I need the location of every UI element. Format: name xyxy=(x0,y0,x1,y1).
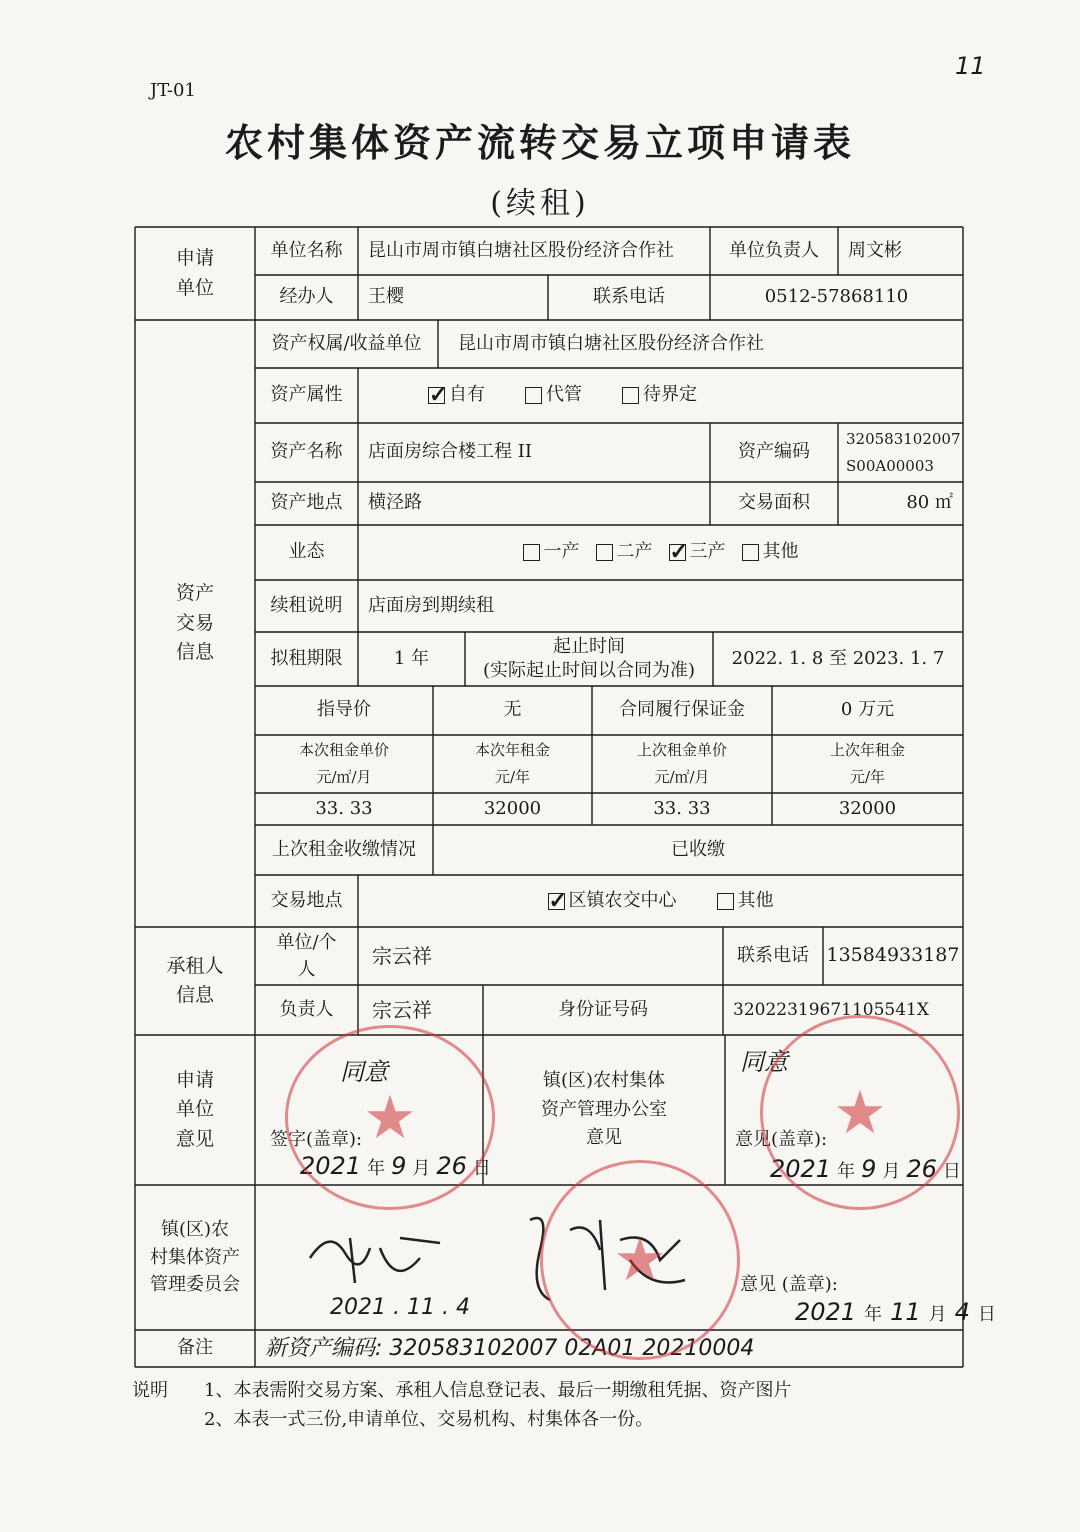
industry-label: 业态 xyxy=(288,541,325,563)
star-icon: ★ xyxy=(613,1225,667,1295)
collection-value: 已收缴 xyxy=(671,838,725,860)
venue-label: 交易地点 xyxy=(270,889,343,911)
location-value: 横泾路 xyxy=(368,492,422,514)
property-label: 资产属性 xyxy=(270,384,343,406)
owner-label: 资产权属/收益单位 xyxy=(271,332,422,354)
period-value: 2022. 1. 8 至 2023. 1. 7 xyxy=(731,647,945,669)
property-option-custody[interactable]: 代管 xyxy=(525,382,582,408)
checkbox-icon xyxy=(622,387,639,404)
tenant-section-label: 承租人 信息 xyxy=(166,954,224,1006)
committee-red-stamp xyxy=(540,1160,740,1360)
notes-label: 说明 xyxy=(132,1380,168,1401)
committee-opinion-label: 意见 (盖章): xyxy=(740,1273,838,1295)
property-option-pending[interactable]: 待界定 xyxy=(622,382,697,408)
committee-signature-date: 2021 . 11 . 4 xyxy=(330,1295,470,1320)
tenant-party-label: 单位/个 人 xyxy=(276,932,337,980)
asset-name-label: 资产名称 xyxy=(270,441,343,463)
collection-label: 上次租金收缴情况 xyxy=(272,838,416,860)
checkbox-checked-icon xyxy=(669,544,686,561)
applicant-opinion-handwriting: 同意 xyxy=(340,1058,388,1086)
venue-options xyxy=(358,875,963,927)
industry-option-tertiary[interactable]: ✓ 三产 xyxy=(669,539,726,565)
committee-label: 镇(区)农 村集体资产 管理委员会 xyxy=(150,1218,240,1296)
page-mark: 11 xyxy=(955,52,986,80)
committee-date: 2021 年 11 月 4 日 xyxy=(795,1298,996,1326)
checkbox-icon xyxy=(742,544,759,561)
office-opinion-handwriting: 同意 xyxy=(740,1048,788,1076)
asset-name-value: 店面房综合楼工程 II xyxy=(368,441,532,463)
handler-value: 王樱 xyxy=(368,286,404,308)
asset-section-label: 资产 交易 信息 xyxy=(175,582,214,664)
form-title: 农村集体资产流转交易立项申请表 xyxy=(224,120,855,165)
rent-header-current-unit: 本次租金单价 元/㎡/月 xyxy=(298,741,389,786)
office-red-stamp xyxy=(760,1015,960,1210)
checkbox-checked-icon xyxy=(428,387,445,404)
renewal-label: 续租说明 xyxy=(270,594,343,616)
industry-option-other[interactable]: 其他 xyxy=(742,539,799,565)
note-item: 1、本表需附交易方案、承租人信息登记表、最后一期缴租凭据、资产图片 xyxy=(204,1380,792,1401)
period-label: 起止时间 (实际起止时间以合同为准) xyxy=(482,635,696,681)
checkbox-icon xyxy=(596,544,613,561)
term-label: 拟租期限 xyxy=(270,647,343,669)
industry-options xyxy=(358,525,963,580)
applicant-phone-label: 联系电话 xyxy=(593,286,665,308)
deposit-value: 0 万元 xyxy=(840,699,895,721)
applicant-opinion-label: 申请 单位 意见 xyxy=(175,1068,214,1150)
tenant-id-value: 32022319671105541X xyxy=(733,999,929,1020)
applicant-sign-date: 2021 年 9 月 26 日 xyxy=(300,1152,491,1180)
tenant-leader-value: 宗云祥 xyxy=(372,997,432,1022)
tenant-phone-label: 联系电话 xyxy=(737,944,809,966)
rent-header-previous-annual: 上次年租金 元/年 xyxy=(829,741,905,786)
form-subtitle: (续租) xyxy=(490,186,590,221)
checkbox-checked-icon xyxy=(548,893,565,910)
unit-name-label: 单位名称 xyxy=(270,239,343,261)
remarks-label: 备注 xyxy=(177,1337,213,1359)
document-code: JT-01 xyxy=(150,80,196,101)
checkbox-icon xyxy=(525,387,542,404)
asset-code-label: 资产编码 xyxy=(738,441,810,463)
rent-current-annual-value: 32000 xyxy=(483,797,542,819)
remarks-value: 新资产编码: 320583102007 02A01 20210004 xyxy=(265,1335,755,1361)
office-sign-date: 2021 年 9 月 26 日 xyxy=(770,1155,961,1183)
office-opinion-label: 镇(区)农村集体 资产管理办公室 意见 xyxy=(541,1069,667,1149)
property-option-own[interactable]: ✓ 自有 xyxy=(428,382,485,408)
checkbox-icon xyxy=(523,544,540,561)
checkbox-icon xyxy=(717,893,734,910)
industry-option-primary[interactable]: 一产 xyxy=(523,539,580,565)
unit-leader-label: 单位负责人 xyxy=(729,239,819,261)
rent-previous-unit-value: 33. 33 xyxy=(653,797,711,819)
rent-previous-annual-value: 32000 xyxy=(838,797,897,819)
tenant-leader-label: 负责人 xyxy=(279,998,334,1020)
note-item: 2、本表一式三份,申请单位、交易机构、村集体各一份。 xyxy=(204,1408,654,1430)
area-label: 交易面积 xyxy=(738,492,810,514)
rent-current-unit-value: 33. 33 xyxy=(315,797,373,819)
guide-price-value: 无 xyxy=(503,699,522,721)
rent-header-current-annual: 本次年租金 元/年 xyxy=(474,741,550,786)
term-value: 1 年 xyxy=(393,647,430,669)
tenant-id-label: 身份证号码 xyxy=(558,998,648,1020)
office-sign-label: 意见(盖章): xyxy=(735,1128,828,1150)
unit-leader-value: 周文彬 xyxy=(848,239,902,261)
asset-code-value: 320583102007 S00A00003 xyxy=(846,429,961,475)
star-icon: ★ xyxy=(833,1077,887,1148)
property-options xyxy=(408,368,958,423)
committee-signature-1 xyxy=(300,1218,450,1298)
applicant-red-stamp xyxy=(285,1025,495,1210)
venue-option-center[interactable]: ✓ 区镇农交中心 xyxy=(548,888,677,914)
renewal-value: 店面房到期续租 xyxy=(368,594,494,616)
deposit-label: 合同履行保证金 xyxy=(619,699,745,721)
notes xyxy=(132,1377,791,1435)
applicant-phone-value: 0512-57868110 xyxy=(764,286,909,308)
star-icon: ★ xyxy=(363,1082,417,1153)
applicant-section-label: 申请 单位 xyxy=(175,247,214,299)
handler-label: 经办人 xyxy=(279,286,334,308)
industry-option-secondary[interactable]: 二产 xyxy=(596,539,653,565)
unit-name-value: 昆山市周市镇白塘社区股份经济合作社 xyxy=(368,239,674,261)
location-label: 资产地点 xyxy=(270,492,343,514)
rent-header-previous-unit: 上次租金单价 元/㎡/月 xyxy=(636,741,727,786)
tenant-phone-value: 13584933187 xyxy=(826,944,960,967)
tenant-party-value: 宗云祥 xyxy=(372,943,432,968)
owner-value: 昆山市周市镇白塘社区股份经济合作社 xyxy=(458,332,764,354)
guide-price-label: 指导价 xyxy=(317,699,371,721)
area-value: 80 ㎡ xyxy=(906,492,953,514)
venue-option-other[interactable]: 其他 xyxy=(717,888,774,914)
applicant-sign-label: 签字(盖章): xyxy=(270,1128,363,1150)
